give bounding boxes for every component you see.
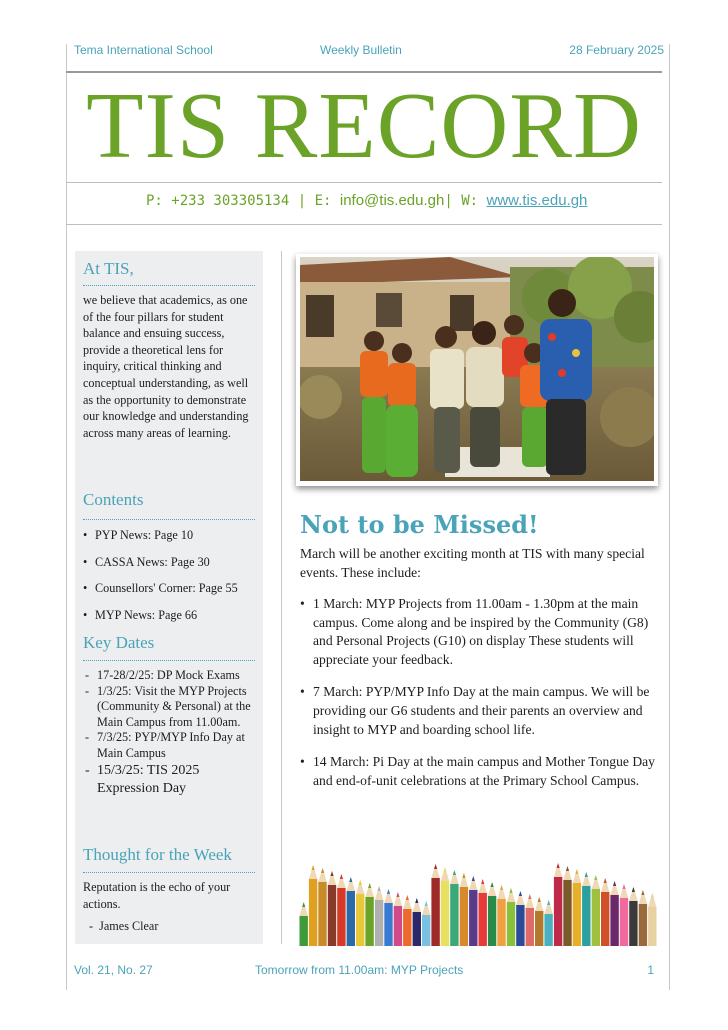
contact-phone: P: +233 303305134 | E: bbox=[146, 193, 340, 209]
colored-pencils-illustration bbox=[299, 852, 657, 946]
pencil-lead bbox=[415, 898, 418, 903]
pencil-lead bbox=[312, 865, 315, 870]
thought-author: James Clear bbox=[99, 919, 159, 933]
volume-number: Vol. 21, No. 27 bbox=[74, 963, 153, 977]
thought-author-line: - James Clear bbox=[89, 919, 159, 933]
pencil-body bbox=[535, 911, 543, 946]
pencil-lead bbox=[443, 867, 446, 872]
key-date-item: - 1/3/25: Visit the MYP Projects (Community & Personal) at the Main Campus from 11.00am. bbox=[83, 684, 263, 731]
pencil-lead bbox=[622, 884, 625, 889]
key-date-item: - 7/3/25: PYP/MYP Info Day at Main Campus bbox=[83, 730, 263, 761]
right-frame-line bbox=[669, 44, 670, 990]
pencil-body bbox=[403, 909, 411, 946]
masthead-title: TIS RECORD bbox=[86, 74, 642, 178]
pencil-body bbox=[629, 901, 637, 946]
pencil-body bbox=[582, 886, 590, 946]
pencil-lead bbox=[528, 894, 531, 899]
pencil-body bbox=[450, 884, 458, 946]
pencil-lead bbox=[472, 876, 475, 881]
pencil-lead bbox=[641, 890, 644, 895]
pencil-lead bbox=[396, 892, 399, 897]
thought-quote: Reputation is the echo of your actions. bbox=[83, 880, 231, 911]
contact-web-prefix: | W: bbox=[444, 193, 487, 209]
pencil-lead bbox=[302, 902, 305, 907]
pencil-lead bbox=[462, 873, 465, 878]
pencil-lead bbox=[509, 888, 512, 893]
page-number: 1 bbox=[647, 963, 654, 977]
pencil-lead bbox=[387, 889, 390, 894]
pencil-body bbox=[413, 912, 421, 946]
pencil-body bbox=[441, 881, 449, 946]
contact-line bbox=[146, 192, 587, 209]
pencil-body bbox=[356, 894, 364, 946]
pencil-lead bbox=[500, 885, 503, 890]
pencil-lead bbox=[330, 871, 333, 876]
pencil-lead bbox=[368, 883, 371, 888]
pencil-body bbox=[620, 898, 628, 946]
pencil-body bbox=[479, 893, 487, 946]
contents-item[interactable]: • MYP News: Page 66 bbox=[83, 607, 263, 634]
pencil-body bbox=[601, 892, 609, 946]
dotted-divider bbox=[83, 285, 255, 286]
footer-bar bbox=[74, 963, 664, 981]
pencil-body bbox=[469, 890, 477, 946]
contact-email[interactable]: info@tis.edu.gh bbox=[339, 192, 445, 209]
key-date-item: - 17-28/2/25: DP Mock Exams bbox=[83, 668, 263, 684]
contents-heading: Contents bbox=[83, 490, 144, 509]
header-rule bbox=[66, 71, 662, 73]
pencil-body bbox=[309, 879, 317, 946]
pencil-body bbox=[639, 904, 647, 946]
students-photo-image bbox=[300, 257, 654, 481]
pencil-lead bbox=[425, 901, 428, 906]
pencil-body bbox=[384, 903, 392, 946]
pencil-lead bbox=[632, 887, 635, 892]
key-dates-heading: Key Dates bbox=[83, 633, 155, 652]
pencil-body bbox=[610, 895, 618, 946]
next-event-note: Tomorrow from 11.00am: MYP Projects bbox=[255, 963, 464, 977]
event-item: • 7 March: PYP/MYP Info Day at the main campus. We will be providing our G6 students and their parents an overview and insight to MYP and boarding school life. bbox=[300, 683, 662, 739]
pencil-body bbox=[516, 905, 524, 946]
masthead-rule-top bbox=[66, 182, 662, 183]
pencil-lead bbox=[321, 868, 324, 873]
feature-photo bbox=[296, 254, 658, 486]
not-to-be-missed-title: Not to be Missed! bbox=[300, 510, 539, 539]
not-to-be-missed-intro: March will be another exciting month at TIS with many special events. These include: bbox=[300, 546, 645, 580]
pencil-lead bbox=[547, 900, 550, 905]
pencil-lead bbox=[557, 863, 560, 868]
at-tis-heading: At TIS, bbox=[83, 259, 134, 278]
events-list bbox=[300, 595, 662, 804]
pencil-body bbox=[497, 899, 505, 946]
pencil-body bbox=[573, 883, 581, 946]
pencil-body bbox=[300, 916, 308, 946]
pencil-lead bbox=[359, 880, 362, 885]
key-dates-list bbox=[83, 668, 263, 797]
pencil-body bbox=[318, 882, 326, 946]
pencil-lead bbox=[575, 869, 578, 874]
website-link[interactable]: www.tis.edu.gh bbox=[486, 192, 588, 209]
pencil-body bbox=[328, 885, 336, 946]
pencil-body bbox=[563, 880, 571, 946]
pencil-body bbox=[554, 877, 562, 946]
pencil-lead bbox=[340, 874, 343, 879]
contents-list bbox=[83, 527, 263, 633]
pencil-lead bbox=[491, 882, 494, 887]
pencil-body bbox=[544, 914, 552, 946]
pencil-lead bbox=[613, 881, 616, 886]
pencil-lead bbox=[453, 870, 456, 875]
pencil-lead bbox=[378, 886, 381, 891]
pencil-lead bbox=[349, 877, 352, 882]
pencil-body bbox=[592, 889, 600, 946]
dotted-divider bbox=[83, 872, 255, 873]
pencil-lead bbox=[566, 866, 569, 871]
masthead-rule-bottom bbox=[66, 224, 662, 225]
dotted-divider bbox=[83, 519, 255, 520]
pencil-body bbox=[337, 888, 345, 946]
pencil-body bbox=[648, 907, 656, 946]
pencil-body bbox=[431, 878, 439, 946]
pencil-lead bbox=[481, 879, 484, 884]
pencil-body bbox=[460, 887, 468, 946]
left-frame-line bbox=[66, 44, 67, 990]
contents-item[interactable]: • PYP News: Page 10 bbox=[83, 527, 263, 554]
issue-date: 28 February 2025 bbox=[569, 43, 664, 57]
sidebar bbox=[75, 251, 263, 944]
pencil-lead bbox=[538, 897, 541, 902]
at-tis-body: we believe that academics, as one of the four pillars for student balance and ensuing success, provide a theoretical lens for inquiry, critical thinking and conceptual understanding, as well as the opportunity to demonstrate our knowledge and understanding across many areas of learning. bbox=[83, 293, 249, 440]
key-date-item: - 15/3/25: TIS 2025 Expression Day bbox=[83, 762, 263, 797]
bulletin-label: Weekly Bulletin bbox=[320, 43, 402, 57]
pencil-body bbox=[365, 897, 373, 946]
pencil-lead bbox=[585, 872, 588, 877]
pencil-lead bbox=[434, 864, 437, 869]
pencil-body bbox=[507, 902, 515, 946]
school-name: Tema International School bbox=[74, 43, 213, 57]
pencil-lead bbox=[594, 875, 597, 880]
pencil-lead bbox=[406, 895, 409, 900]
pencil-lead bbox=[519, 891, 522, 896]
pencil-body bbox=[526, 908, 534, 946]
thought-heading: Thought for the Week bbox=[83, 845, 232, 864]
pencil-body bbox=[488, 896, 496, 946]
contents-item[interactable]: • CASSA News: Page 30 bbox=[83, 554, 263, 581]
event-item: • 1 March: MYP Projects from 11.00am - 1.30pm at the main campus. Come along and be inspired by the Community (G8) and Personal Projects (G10) on display These students will appreciate your feedback. bbox=[300, 595, 662, 669]
pencil-lead bbox=[651, 893, 654, 898]
pencil-body bbox=[347, 891, 355, 946]
contents-item[interactable]: • Counsellors' Corner: Page 55 bbox=[83, 580, 263, 607]
pencil-body bbox=[375, 900, 383, 946]
top-bar bbox=[74, 43, 664, 61]
pencil-body bbox=[394, 906, 402, 946]
pencil-body bbox=[422, 915, 430, 946]
column-divider bbox=[281, 251, 282, 944]
event-item: • 14 March: Pi Day at the main campus and Mother Tongue Day and end-of-unit celebrations at the Primary School Campus. bbox=[300, 753, 662, 790]
dotted-divider bbox=[83, 660, 255, 661]
pencil-lead bbox=[604, 878, 607, 883]
